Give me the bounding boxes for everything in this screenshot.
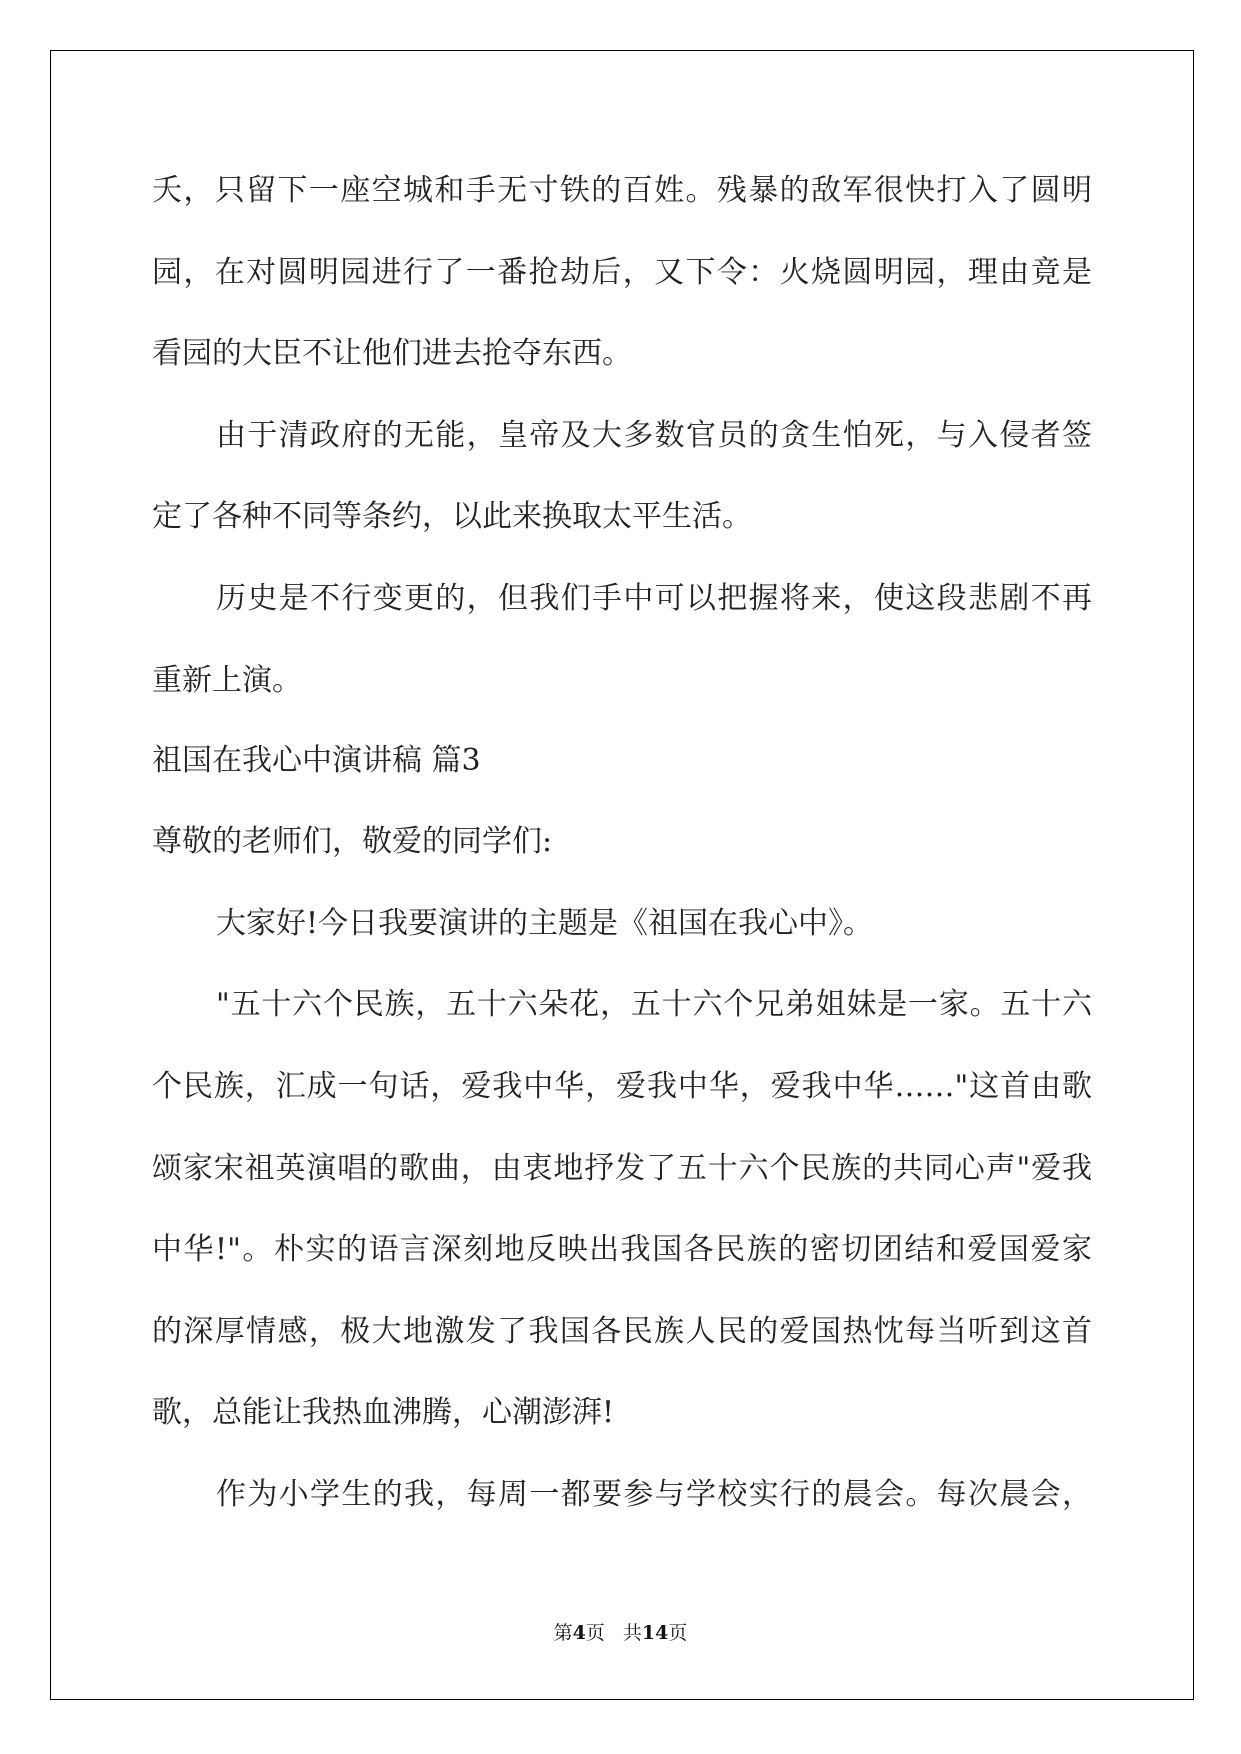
document-body: [152, 150, 1092, 1536]
section-heading: 祖国在我心中演讲稿 篇3: [152, 743, 481, 779]
text-line: 的深厚情感，极大地激发了我国各民族人民的爱国热忱每当听到这首: [152, 1313, 1092, 1349]
footer-total-prefix: 共: [622, 1622, 642, 1644]
text-line: 中华!"。朴实的语言深刻地反映出我国各民族的密切团结和爱国爱家: [152, 1232, 1092, 1268]
text-line: 个民族，汇成一句话，爱我中华，爱我中华，爱我中华……"这首由歌: [152, 1068, 1092, 1104]
text-line: 夭，只留下一座空城和手无寸铁的百姓。残暴的敌军很快打入了圆明: [152, 173, 1092, 208]
paragraph-start-line: "五十六个民族，五十六朵花，五十六个兄弟姐妹是一家。五十六: [216, 987, 1092, 1023]
paragraph-start-line: 大家好!今日我要演讲的主题是《祖国在我心中》。: [216, 905, 874, 941]
text-line: 颂家宋祖英演唱的歌曲，由衷地抒发了五十六个民族的共同心声"爱我: [152, 1150, 1092, 1186]
footer-total-suffix: 页: [668, 1622, 688, 1644]
total-pages-number: 14: [641, 1622, 669, 1644]
text-line: 歌，总能让我热血沸腾，心潮澎湃!: [152, 1395, 615, 1431]
footer-page-word: 页: [585, 1622, 605, 1644]
paragraph-start-line: 历史是不行变更的，但我们手中可以把握将来，使这段悲剧不再: [216, 580, 1092, 616]
text-line: 重新上演。: [152, 662, 302, 698]
text-line: 看园的大臣不让他们进去抢夺东西。: [152, 336, 632, 372]
current-page-number: 4: [572, 1622, 586, 1644]
page-footer: [0, 1618, 1241, 1645]
text-line: 园，在对圆明园进行了一番抢劫后，又下令：火烧圆明园，理由竟是: [152, 254, 1092, 290]
salutation-line: 尊敬的老师们，敬爱的同学们:: [152, 824, 553, 860]
footer-prefix: 第: [553, 1622, 573, 1644]
paragraph-start-line: 由于清政府的无能，皇帝及大多数官员的贪生怕死，与入侵者签: [216, 417, 1092, 453]
paragraph-start-line: 作为小学生的我，每周一都要参与学校实行的晨会。每次晨会，: [216, 1476, 1092, 1512]
text-line: 定了各种不同等条约，以此来换取太平生活。: [152, 499, 752, 535]
